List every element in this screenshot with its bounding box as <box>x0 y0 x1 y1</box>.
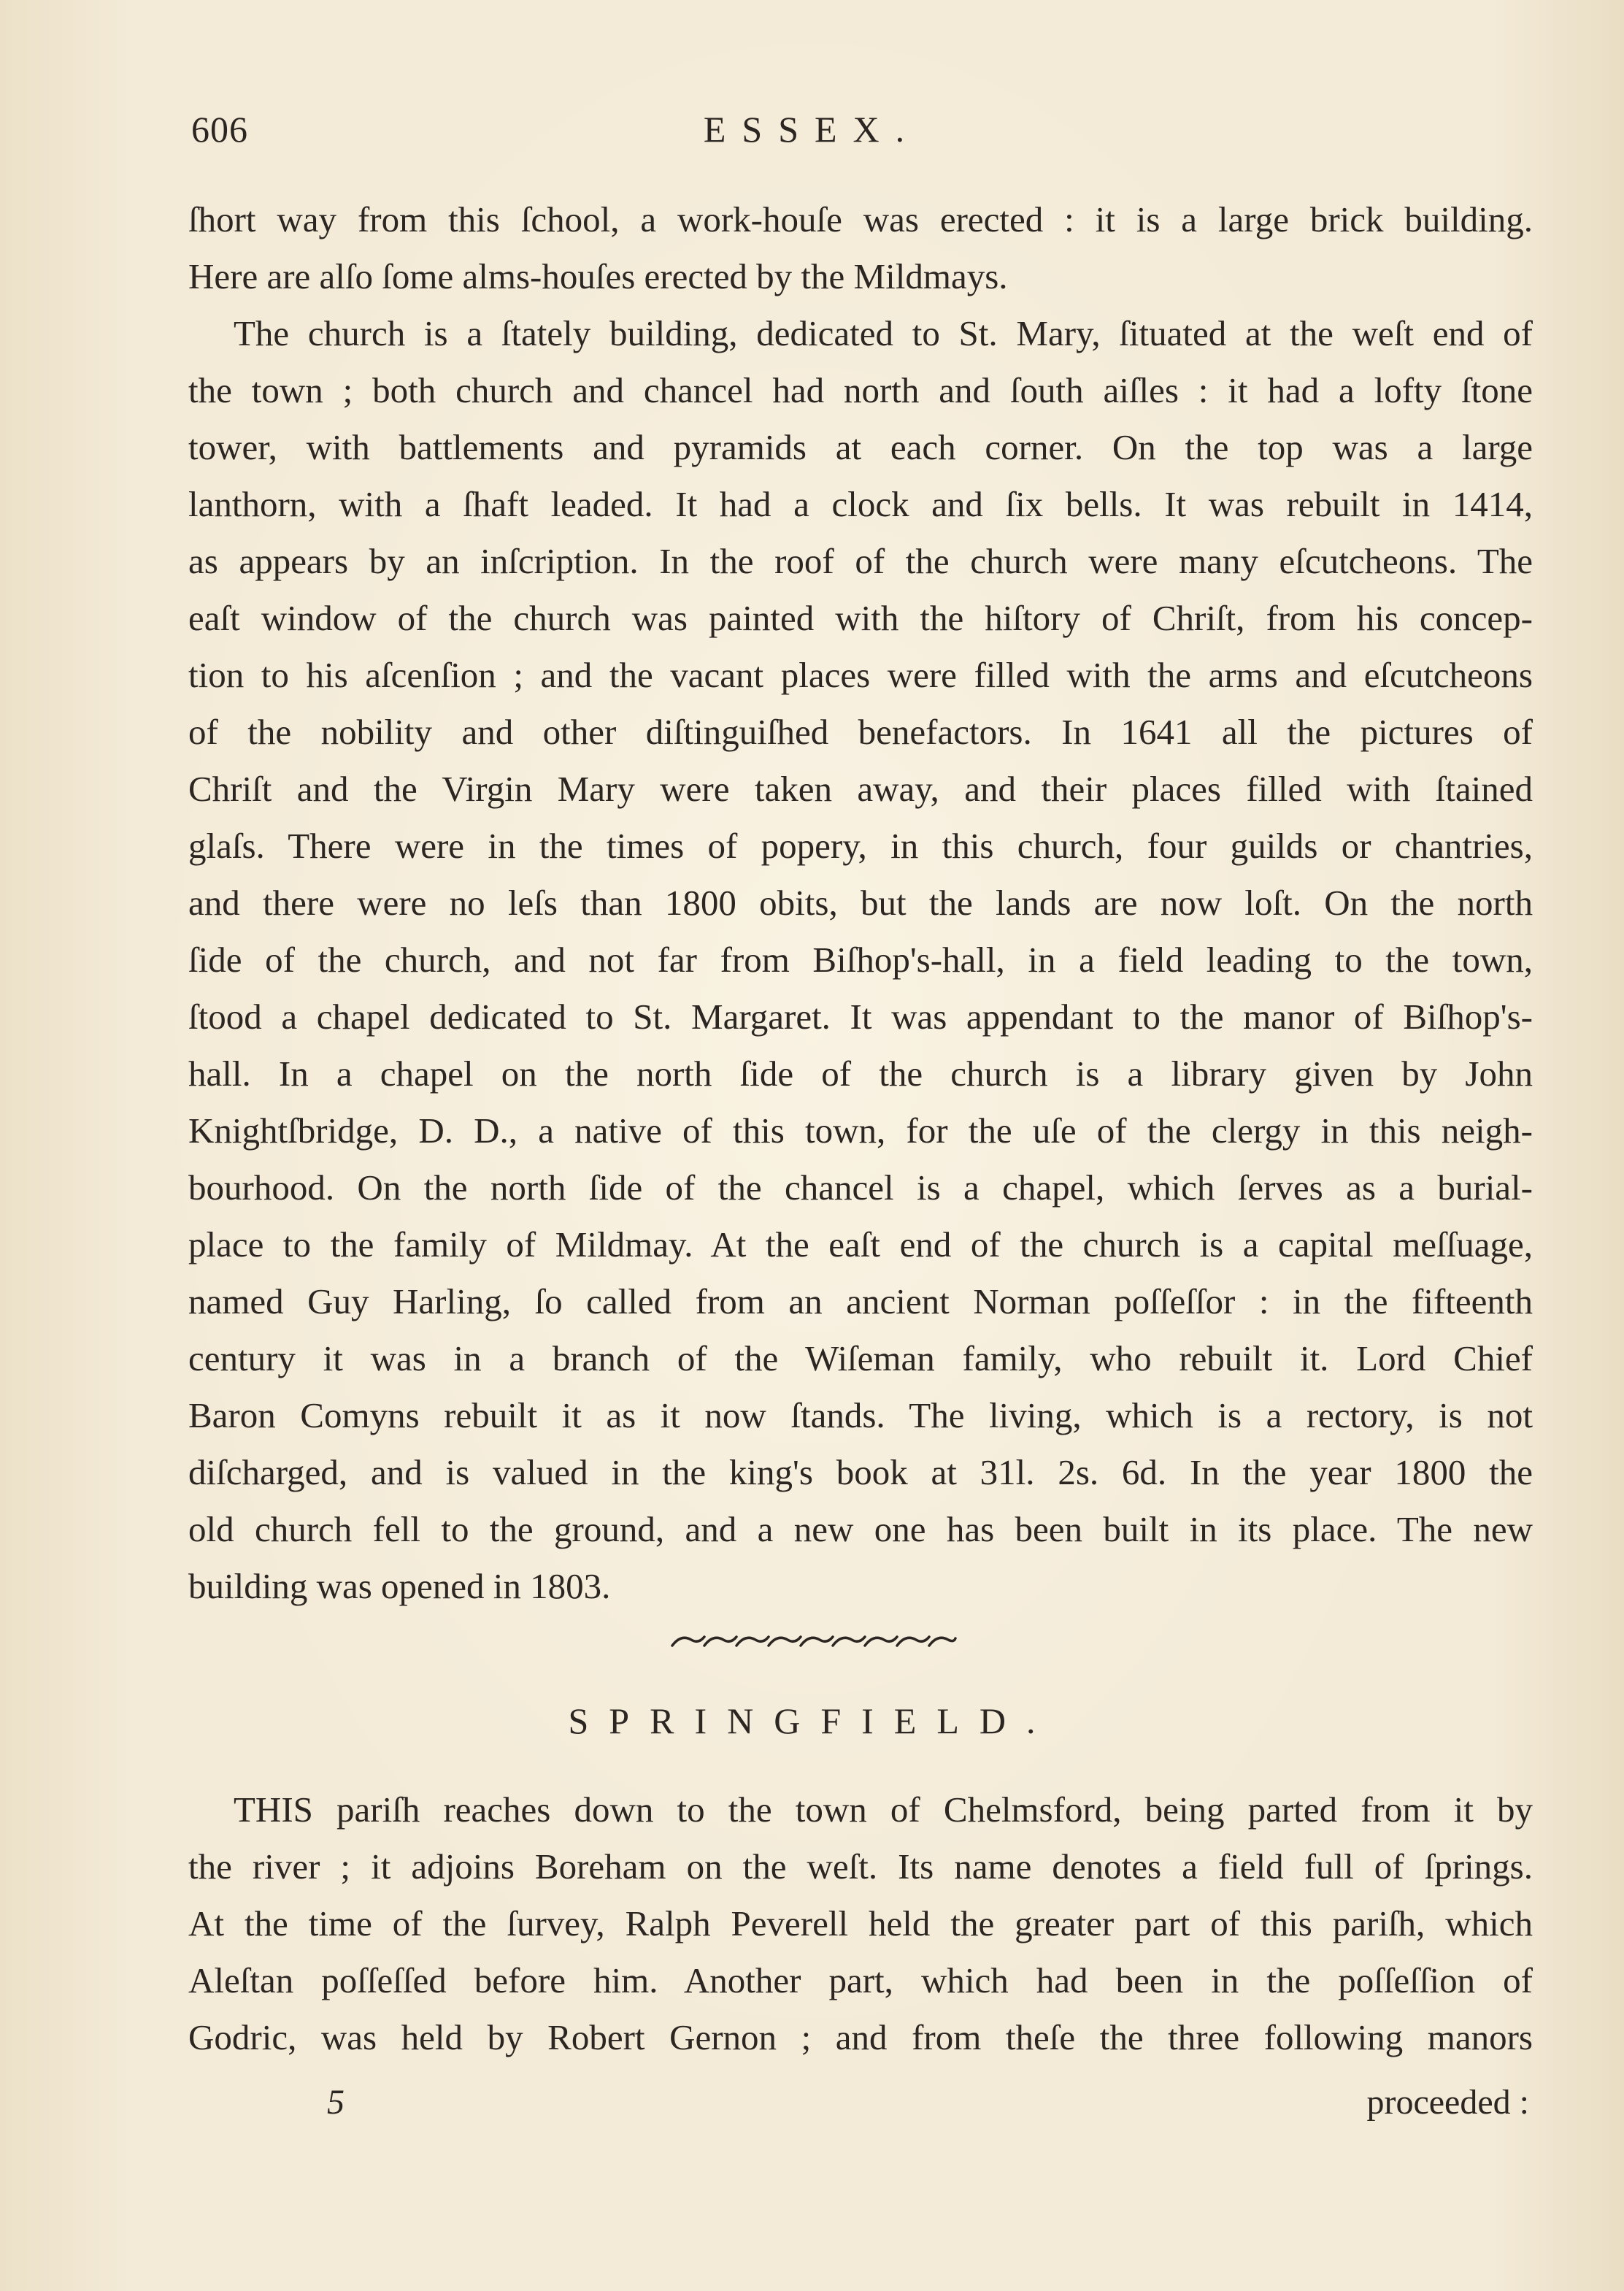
running-head <box>0 108 1624 166</box>
ornament-rule-icon <box>666 1630 958 1654</box>
signature-mark: 5 <box>327 2083 345 2122</box>
text-line: Knightſbridge, D. D., a native of this town, for the uſe of the clergy in this neigh- <box>188 1110 1533 1151</box>
text-line: place to the family of Mildmay. At the eaſt end of the church is a capital meſſuage, <box>188 1224 1533 1265</box>
page-footer <box>0 2082 1624 2133</box>
text-line: Baron Comyns rebuilt it as it now ſtands. The living, which is a rectory, is not <box>188 1395 1533 1435</box>
text-line: ſhort way from this ſchool, a work-houſe was erected : it is a large brick building. <box>188 199 1533 239</box>
page-number: 606 <box>191 109 248 150</box>
text-line: hall. In a chapel on the north ſide of the church is a library given by John <box>188 1054 1533 1094</box>
text-line: tion to his aſcenſion ; and the vacant places were filled with the arms and eſcutcheons <box>188 655 1533 695</box>
text-line: lanthorn, with a ſhaft leaded. It had a clock and ſix bells. It was rebuilt in 1414, <box>188 484 1533 524</box>
text-line: Chriſt and the Virgin Mary were taken away, and their places filled with ſtained <box>188 769 1533 809</box>
text-line: old church fell to the ground, and a new one has been built in its place. The new <box>188 1509 1533 1549</box>
running-title: ESSEX. <box>703 109 921 150</box>
text-line: bourhood. On the north ſide of the chancel is a chapel, which ſerves as a burial- <box>188 1167 1533 1208</box>
text-line: glaſs. There were in the times of popery, in this church, four guilds or chantries, <box>188 826 1533 866</box>
text-line: and there were no leſs than 1800 obits, but the lands are now loſt. On the north <box>188 883 1533 923</box>
text-line: the river ; it adjoins Boreham on the weſt. Its name denotes a field full of ſprings. <box>188 1846 1533 1887</box>
text-line: ſtood a chapel dedicated to St. Margaret. It was appendant to the manor of Biſhop's- <box>188 997 1533 1037</box>
text-line: of the nobility and other diſtinguiſhed benefactors. In 1641 all the pictures of <box>188 712 1533 752</box>
text-line: eaſt window of the church was painted with the hiſtory of Chriſt, from his concep- <box>188 598 1533 638</box>
text-line: Godric, was held by Robert Gernon ; and from theſe the three following manors <box>188 2017 1533 2057</box>
text-line: At the time of the ſurvey, Ralph Peverell held the greater part of this pariſh, which <box>188 1903 1533 1943</box>
text-line: building was opened in 1803. <box>188 1566 611 1606</box>
text-line: diſcharged, and is valued in the king's book at 31l. 2s. 6d. In the year 1800 the <box>188 1452 1533 1492</box>
text-line: the town ; both church and chancel had north and ſouth aiſles : it had a lofty ſtone <box>188 370 1533 410</box>
text-line: tower, with battlements and pyramids at each corner. On the top was a large <box>188 427 1533 467</box>
text-line: century it was in a branch of the Wiſeman family, who rebuilt it. Lord Chief <box>188 1338 1533 1378</box>
text-line: Here are alſo ſome alms-houſes erected by the Mildmays. <box>188 256 1008 296</box>
springfield-paragraph <box>188 1781 1533 2066</box>
text-line: The church is a ſtately building, dedicated to St. Mary, ſituated at the weſt end of <box>234 313 1533 353</box>
text-line: THIS pariſh reaches down to the town of Chelmsford, being parted from it by <box>234 1789 1533 1830</box>
church-paragraph <box>188 191 1533 1615</box>
text-line: named Guy Harling, ſo called from an ancient Norman poſſeſſor : in the fifteenth <box>188 1281 1533 1321</box>
catchword: proceeded : <box>1366 2083 1529 2122</box>
text-line: ſide of the church, and not far from Biſhop's-hall, in a field leading to the town, <box>188 940 1533 980</box>
section-ornament <box>0 1630 1624 1659</box>
text-line: as appears by an inſcription. In the roof of the church were many eſcutcheons. The <box>188 541 1533 581</box>
section-heading: SPRINGFIELD. <box>568 1700 1056 1741</box>
text-line: Aleſtan poſſeſſed before him. Another part, which had been in the poſſeſſion of <box>188 1960 1533 2000</box>
